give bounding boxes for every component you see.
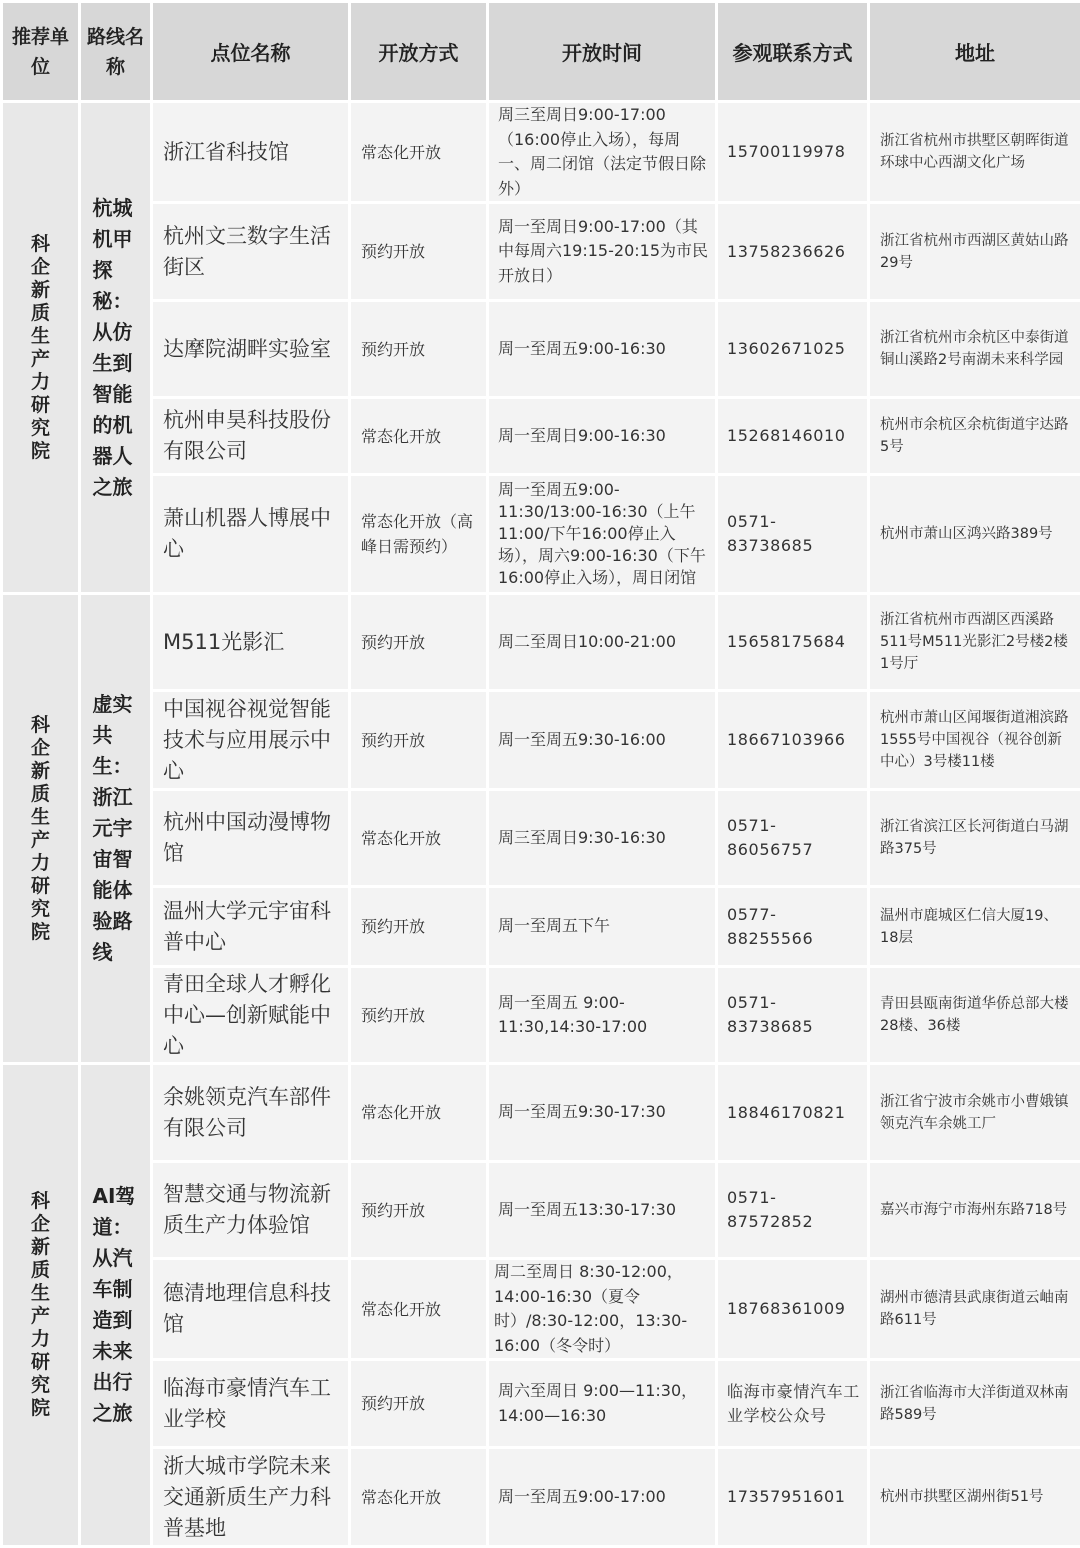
header-mode: 开放方式 bbox=[350, 2, 488, 102]
open-mode: 预约开放 bbox=[350, 1360, 488, 1448]
venue-name: 杭州中国动漫博物馆 bbox=[152, 790, 350, 887]
contact-info: 13758236626 bbox=[717, 203, 869, 301]
header-route: 路线名称 bbox=[80, 2, 152, 102]
address: 湖州市德清县武康街道云岫南路611号 bbox=[869, 1259, 1080, 1360]
open-mode: 预约开放 bbox=[350, 1162, 488, 1259]
open-mode: 常态化开放 bbox=[350, 398, 488, 475]
contact-info: 临海市豪情汽车工业学校公众号 bbox=[717, 1360, 869, 1448]
table-row bbox=[2, 594, 1080, 691]
venue-name: 萧山机器人博展中心 bbox=[152, 475, 350, 594]
contact-info: 0571-86056757 bbox=[717, 790, 869, 887]
open-mode: 预约开放 bbox=[350, 691, 488, 790]
venue-name: M511光影汇 bbox=[152, 594, 350, 691]
open-mode: 常态化开放 bbox=[350, 1064, 488, 1162]
open-time: 周二至周日10:00-21:00 bbox=[488, 594, 717, 691]
recommend-unit: 科企新质生产力研究院 bbox=[29, 1190, 53, 1420]
table-row bbox=[2, 1448, 1080, 1547]
address: 杭州市余杭区余杭街道宇达路5号 bbox=[869, 398, 1080, 475]
venue-name: 智慧交通与物流新质生产力体验馆 bbox=[152, 1162, 350, 1259]
table-row bbox=[2, 790, 1080, 887]
venue-name: 达摩院湖畔实验室 bbox=[152, 301, 350, 398]
table-row bbox=[2, 102, 1080, 203]
contact-info: 18768361009 bbox=[717, 1259, 869, 1360]
contact-info: 13602671025 bbox=[717, 301, 869, 398]
route-name: 虚实共生：浙江元宇宙智能体验路线 bbox=[93, 689, 139, 968]
address: 嘉兴市海宁市海州东路718号 bbox=[869, 1162, 1080, 1259]
route-name-cell bbox=[80, 594, 152, 1064]
contact-info: 15268146010 bbox=[717, 398, 869, 475]
address: 浙江省临海市大洋街道双林南路589号 bbox=[869, 1360, 1080, 1448]
header-contact: 参观联系方式 bbox=[717, 2, 869, 102]
open-mode: 常态化开放（高峰日需预约） bbox=[350, 475, 488, 594]
table-row bbox=[2, 967, 1080, 1064]
table-row bbox=[2, 887, 1080, 967]
table-row bbox=[2, 398, 1080, 475]
header-name: 点位名称 bbox=[152, 2, 350, 102]
contact-info: 0571-83738685 bbox=[717, 475, 869, 594]
address: 浙江省滨江区长河街道白马湖路375号 bbox=[869, 790, 1080, 887]
route-name: AI驾道：从汽车制造到未来出行之旅 bbox=[93, 1181, 139, 1429]
recommend-unit: 科企新质生产力研究院 bbox=[29, 714, 53, 944]
table-row bbox=[2, 301, 1080, 398]
open-time: 周一至周日9:00-16:30 bbox=[488, 398, 717, 475]
recommend-unit-cell bbox=[2, 102, 80, 594]
contact-info: 17357951601 bbox=[717, 1448, 869, 1547]
open-time: 周一至周五9:00-11:30/13:00-16:30（上午11:00/下午16:00停止入场），周六9:00-16:30（下午16:00停止入场），周日闭馆 bbox=[488, 475, 717, 594]
venue-name: 余姚领克汽车部件有限公司 bbox=[152, 1064, 350, 1162]
open-mode: 预约开放 bbox=[350, 301, 488, 398]
open-time: 周一至周日9:00-17:00（其中每周六19:15-20:15为市民开放日） bbox=[488, 203, 717, 301]
venue-name: 浙江省科技馆 bbox=[152, 102, 350, 203]
address: 杭州市萧山区闻堰街道湘滨路1555号中国视谷（视谷创新中心）3号楼11楼 bbox=[869, 691, 1080, 790]
table-row bbox=[2, 1259, 1080, 1360]
open-mode: 预约开放 bbox=[350, 594, 488, 691]
contact-info: 15658175684 bbox=[717, 594, 869, 691]
route-name-cell bbox=[80, 102, 152, 594]
venue-name: 杭州申昊科技股份有限公司 bbox=[152, 398, 350, 475]
open-mode: 预约开放 bbox=[350, 887, 488, 967]
route-name: 杭城机甲探秘：从仿生到智能的机器人之旅 bbox=[93, 193, 139, 503]
venue-name: 青田全球人才孵化中心—创新赋能中心 bbox=[152, 967, 350, 1064]
address: 杭州市萧山区鸿兴路389号 bbox=[869, 475, 1080, 594]
route-name-cell bbox=[80, 1064, 152, 1547]
header-unit: 推荐单位 bbox=[2, 2, 80, 102]
table-row bbox=[2, 1064, 1080, 1162]
open-time: 周一至周五下午 bbox=[488, 887, 717, 967]
venue-name: 中国视谷视觉智能技术与应用展示中心 bbox=[152, 691, 350, 790]
open-time: 周三至周日9:30-16:30 bbox=[488, 790, 717, 887]
recommend-unit: 科企新质生产力研究院 bbox=[29, 233, 53, 463]
header-address: 地址 bbox=[869, 2, 1080, 102]
venue-name: 杭州文三数字生活街区 bbox=[152, 203, 350, 301]
table-row bbox=[2, 1162, 1080, 1259]
open-mode: 预约开放 bbox=[350, 203, 488, 301]
open-time: 周二至周日 8:30-12:00，14:00-16:30（夏令时）/8:30-12:00，13:30-16:00（冬令时） bbox=[488, 1259, 717, 1360]
venue-name: 浙大城市学院未来交通新质生产力科普基地 bbox=[152, 1448, 350, 1547]
venue-name: 温州大学元宇宙科普中心 bbox=[152, 887, 350, 967]
venue-name: 临海市豪情汽车工业学校 bbox=[152, 1360, 350, 1448]
open-mode: 预约开放 bbox=[350, 967, 488, 1064]
recommend-unit-cell bbox=[2, 594, 80, 1064]
contact-info: 0571-87572852 bbox=[717, 1162, 869, 1259]
open-time: 周一至周五9:30-17:30 bbox=[488, 1064, 717, 1162]
header-row bbox=[2, 2, 1080, 102]
address: 浙江省杭州市余杭区中泰街道铜山溪路2号南湖未来科学园 bbox=[869, 301, 1080, 398]
contact-info: 15700119978 bbox=[717, 102, 869, 203]
contact-info: 18846170821 bbox=[717, 1064, 869, 1162]
open-time: 周一至周五 9:00-11:30,14:30-17:00 bbox=[488, 967, 717, 1064]
table-row bbox=[2, 475, 1080, 594]
open-mode: 常态化开放 bbox=[350, 1448, 488, 1547]
open-time: 周一至周五9:00-17:00 bbox=[488, 1448, 717, 1547]
table-row bbox=[2, 691, 1080, 790]
open-time: 周一至周五13:30-17:30 bbox=[488, 1162, 717, 1259]
open-mode: 常态化开放 bbox=[350, 790, 488, 887]
open-time: 周六至周日 9:00—11:30，14:00—16:30 bbox=[488, 1360, 717, 1448]
contact-info: 18667103966 bbox=[717, 691, 869, 790]
venue-name: 德清地理信息科技馆 bbox=[152, 1259, 350, 1360]
open-time: 周一至周五9:30-16:00 bbox=[488, 691, 717, 790]
table-row bbox=[2, 203, 1080, 301]
contact-info: 0571-83738685 bbox=[717, 967, 869, 1064]
contact-info: 0577-88255566 bbox=[717, 887, 869, 967]
address: 温州市鹿城区仁信大厦19、18层 bbox=[869, 887, 1080, 967]
open-time: 周一至周五9:00-16:30 bbox=[488, 301, 717, 398]
header-time: 开放时间 bbox=[488, 2, 717, 102]
recommend-unit-cell bbox=[2, 1064, 80, 1547]
address: 浙江省杭州市西湖区西溪路511号M511光影汇2号楼2楼1号厅 bbox=[869, 594, 1080, 691]
address: 浙江省杭州市拱墅区朝晖街道环球中心西湖文化广场 bbox=[869, 102, 1080, 203]
open-mode: 常态化开放 bbox=[350, 1259, 488, 1360]
address: 浙江省杭州市西湖区黄姑山路29号 bbox=[869, 203, 1080, 301]
table-row bbox=[2, 1360, 1080, 1448]
address: 青田县瓯南街道华侨总部大楼28楼、36楼 bbox=[869, 967, 1080, 1064]
open-mode: 常态化开放 bbox=[350, 102, 488, 203]
address: 浙江省宁波市余姚市小曹娥镇领克汽车余姚工厂 bbox=[869, 1064, 1080, 1162]
open-time: 周三至周日9:00-17:00（16:00停止入场），每周一、周二闭馆（法定节假日除外） bbox=[488, 102, 717, 203]
address: 杭州市拱墅区湖州街51号 bbox=[869, 1448, 1080, 1547]
